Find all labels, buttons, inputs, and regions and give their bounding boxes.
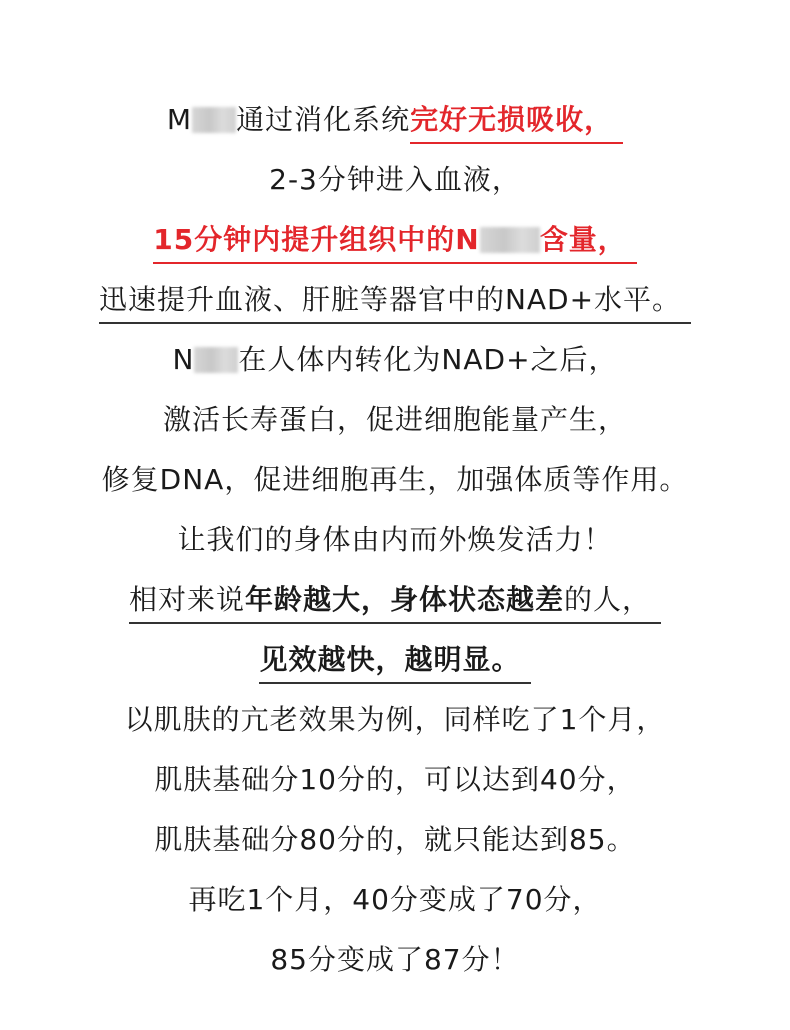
line-4 (0, 280, 790, 324)
line-5-text: 在人体内转化为NAD+之后， (238, 343, 618, 376)
line-8: 让我们的身体由内而外焕发活力！ (177, 523, 613, 556)
line-2: 2-3分钟进入血液， (269, 163, 521, 196)
line-10-underlined: 见效越快，越明显。 (259, 640, 530, 684)
line-3-highlight-wrap (153, 220, 636, 264)
line-9-bold: 年龄越大，身体状态越差 (244, 583, 564, 616)
line-13: 肌肤基础分80分的，就只能达到85。 (154, 823, 636, 856)
line-11: 以肌肤的亢老效果为例，同样吃了1个月， (124, 703, 666, 736)
line-3-highlight-b: 含量， (539, 223, 627, 256)
line-3-highlight-a: 15分钟内提升组织中的N (153, 223, 480, 256)
line-9-text-c: 的人， (564, 583, 652, 616)
censored-product-name (480, 227, 540, 253)
line-7: 修复DNA，促进细胞再生，加强体质等作用。 (101, 463, 689, 496)
line-14: 再吃1个月，40分变成了70分， (188, 883, 602, 916)
line-10 (0, 640, 790, 684)
line-9-text-a: 相对来说 (128, 583, 245, 616)
line-3 (0, 220, 790, 264)
line-1-text: 通过消化系统 (236, 103, 411, 136)
line-12: 肌肤基础分10分的，可以达到40分， (154, 763, 636, 796)
line-1-highlight: 完好无损吸收， (410, 103, 614, 136)
line-9 (0, 580, 790, 624)
line-9-underlined (129, 580, 661, 624)
line-4-underlined: 迅速提升血液、肝脏等器官中的NAD+水平。 (99, 280, 691, 324)
censored-product-name (194, 347, 238, 373)
line-1 (0, 100, 790, 144)
product-initial: N (172, 343, 195, 376)
product-initial: M (166, 103, 193, 136)
line-1-highlight-wrap (410, 100, 623, 144)
line-6: 激活长寿蛋白，促进细胞能量产生， (162, 403, 627, 436)
censored-product-name (192, 107, 236, 133)
line-5 (0, 340, 790, 380)
line-15: 85分变成了87分！ (270, 943, 520, 976)
